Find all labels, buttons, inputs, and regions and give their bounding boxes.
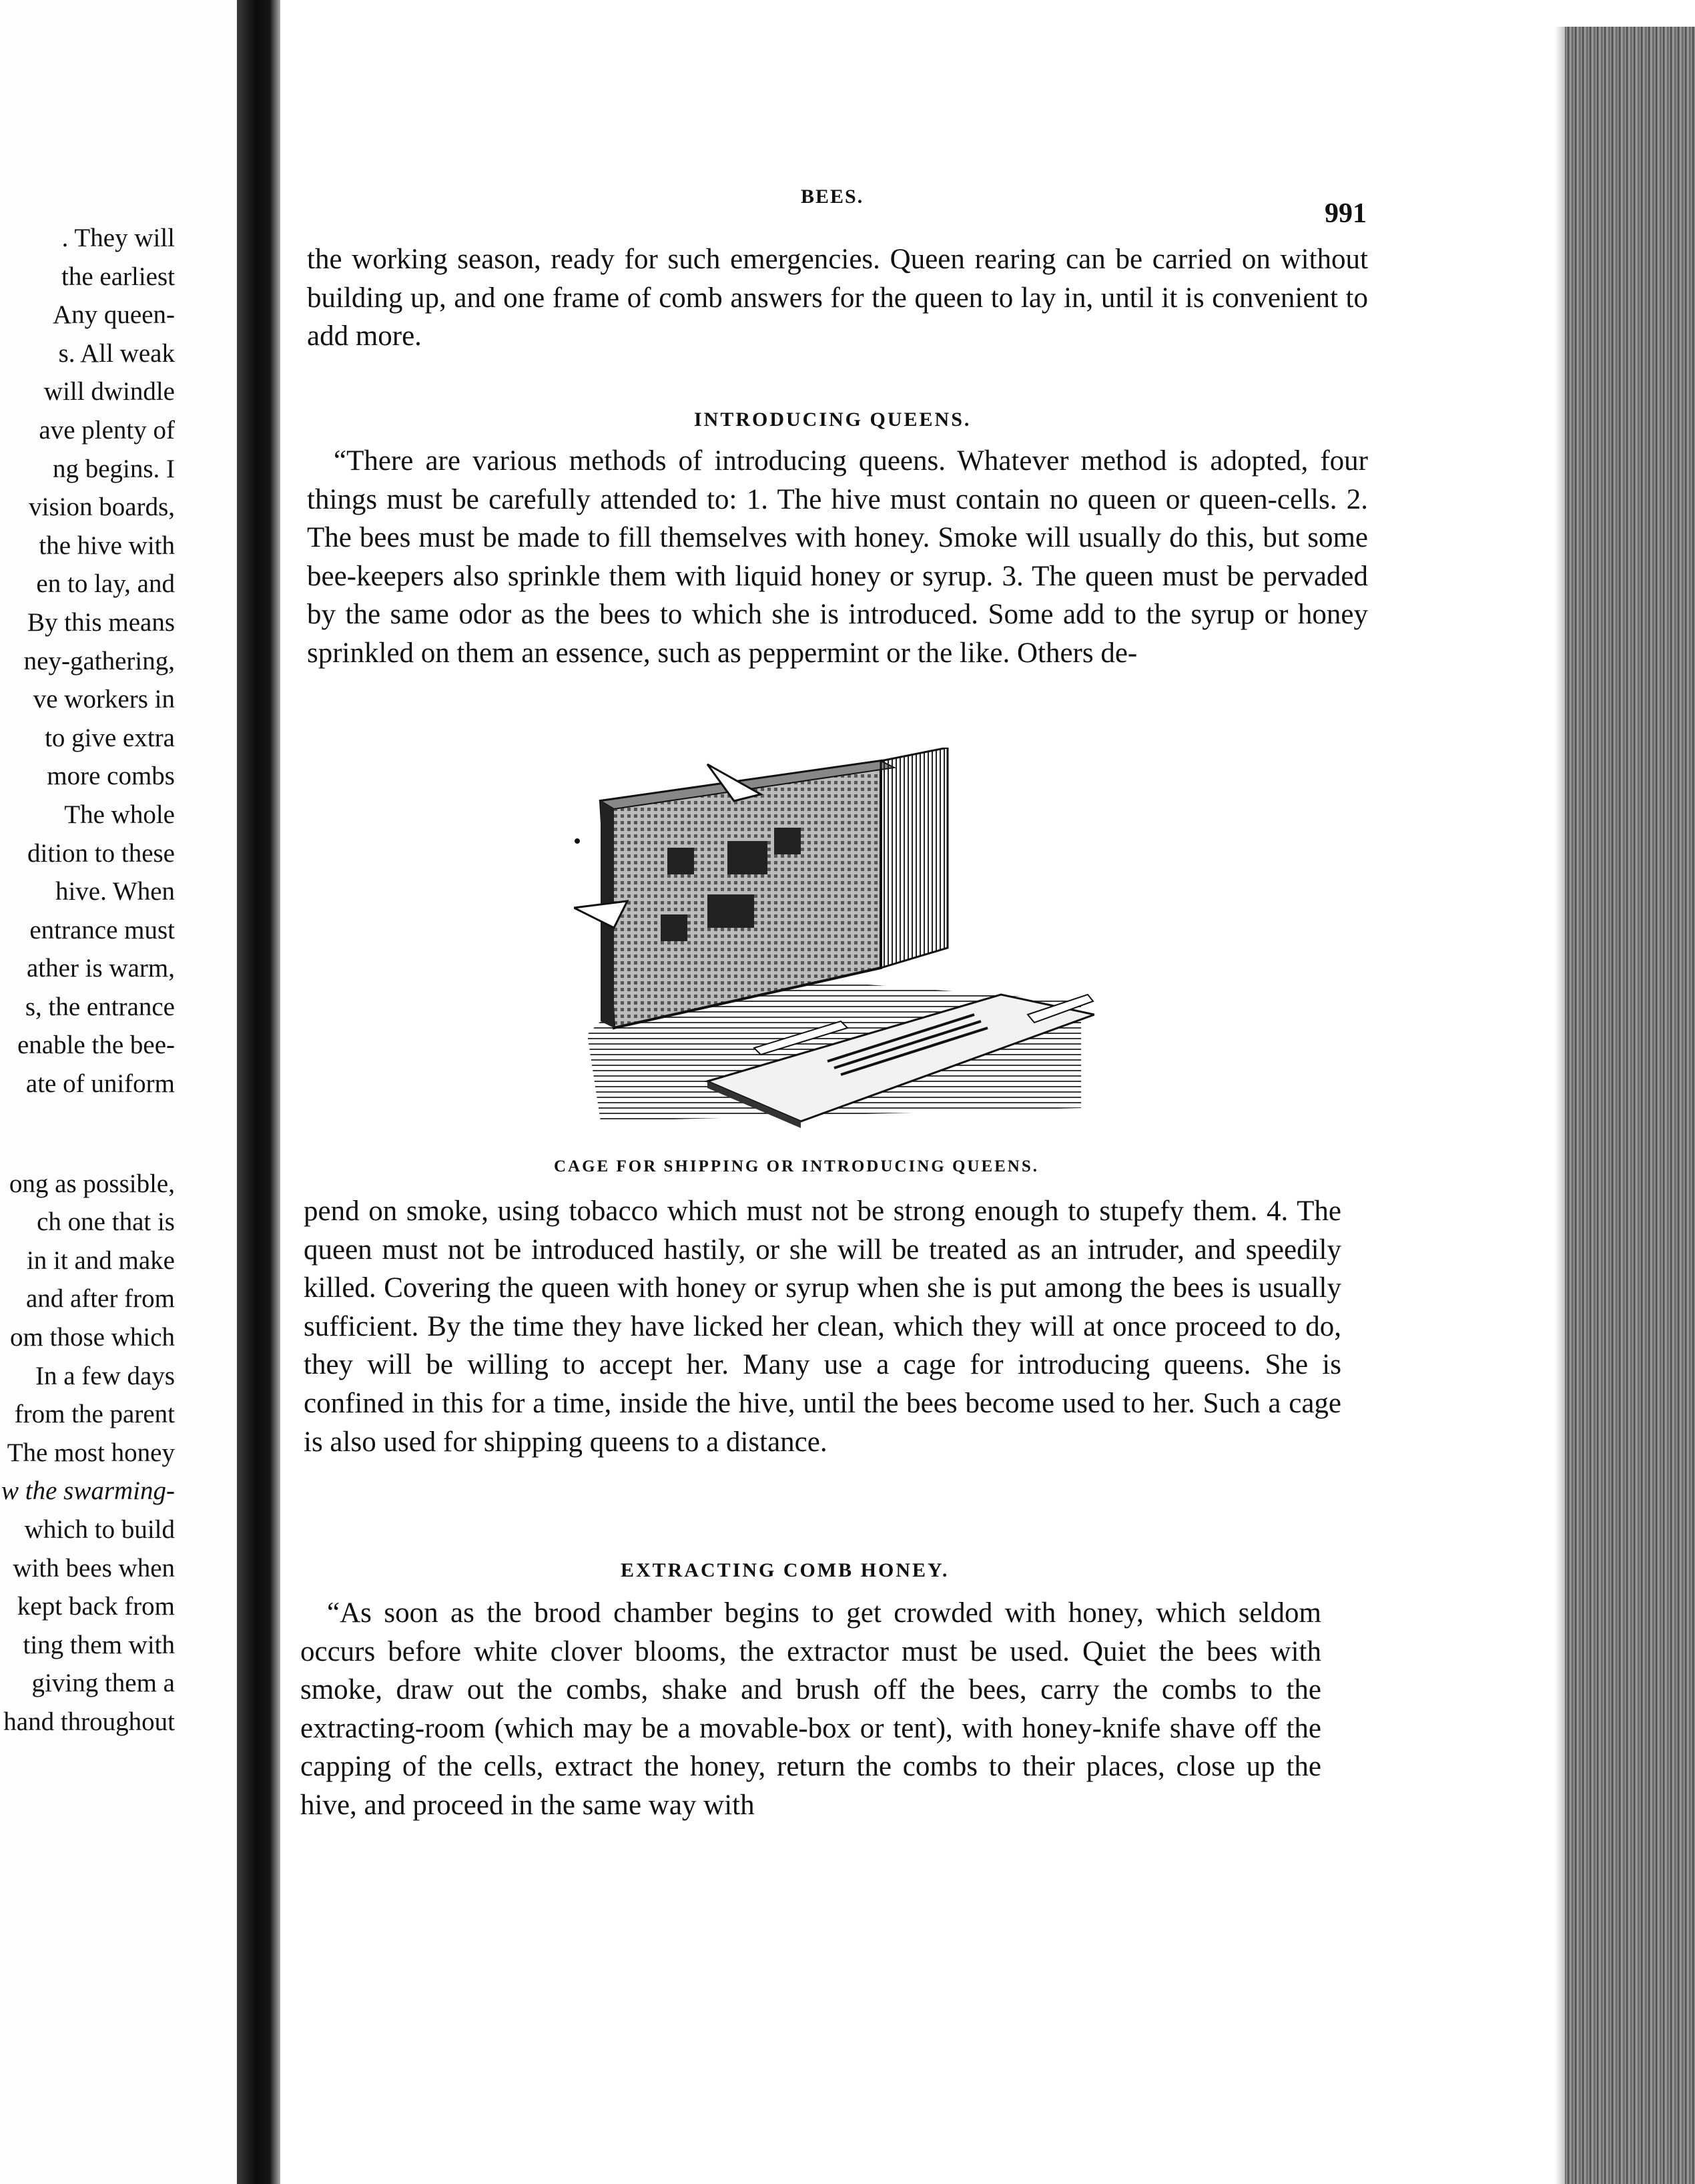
left-page-line: the earliest bbox=[61, 262, 175, 291]
left-page-line: ave plenty of bbox=[39, 415, 175, 445]
left-page-line: s. All weak bbox=[58, 338, 175, 368]
heading-introducing-queens: INTRODUCING QUEENS. bbox=[694, 408, 972, 431]
left-page-line: hand throughout bbox=[3, 1707, 175, 1736]
left-page-line: with bees when bbox=[13, 1553, 175, 1583]
left-page-line: ate of uniform bbox=[25, 1069, 175, 1099]
left-page-line: w the swarming- bbox=[1, 1476, 175, 1506]
paragraph-continued bbox=[304, 1192, 1341, 1461]
left-page-line: By this means bbox=[27, 607, 175, 637]
left-page-line: hive. When bbox=[55, 877, 175, 906]
running-head: BEES. bbox=[801, 186, 864, 208]
left-page-line: from the parent bbox=[14, 1400, 175, 1429]
left-page-line: In a few days bbox=[35, 1361, 175, 1390]
left-page-line: vision boards, bbox=[29, 493, 175, 522]
left-page-line: en to lay, and bbox=[36, 569, 175, 599]
page-edges bbox=[1565, 27, 1695, 2184]
paragraph-continued-text: pend on smoke, using tobacco which must not be strong enough to stupefy them. 4. The queen must not be introduced hastily, or she will be treated as an intruder, and speedily killed. Covering the queen with honey or syrup when she is put among the bees is usually sufficient. By the time they have licked her clean, which they will at once proceed to do, they will be willing to accept her. Many use a cage for introducing queens. She is confined in this for a time, inside the hive, until the bees become used to her. Such a cage is also used for shipping queens to a distance. bbox=[304, 1195, 1341, 1458]
left-page-line: Any queen- bbox=[52, 300, 175, 330]
left-page-text bbox=[0, 219, 175, 1741]
left-page-line: enable the bee- bbox=[17, 1031, 175, 1060]
left-page-line: The whole bbox=[64, 800, 175, 829]
left-page-line: ch one that is bbox=[37, 1207, 175, 1237]
paragraph-extracting-text: “As soon as the brood chamber begins to get crowded with honey, which seldom occurs before white clover blooms, the extractor must be used. Quiet the bees with smoke, draw out the combs, shake and brush off the bees, carry the combs to the extracting-room (which may be a movable-box or tent), with honey-knife shave off the capping of the cells, extract the honey, return the combs to their places, close up the hive, and proceed in the same way with bbox=[300, 1597, 1321, 1821]
left-page-line: ong as possible, bbox=[9, 1169, 175, 1198]
left-page-line: ather is warm, bbox=[26, 954, 175, 983]
paragraph-top bbox=[307, 240, 1368, 356]
left-page-line: The most honey bbox=[7, 1438, 175, 1467]
left-page-line: in it and make bbox=[26, 1246, 175, 1275]
left-page-line: will dwindle bbox=[43, 377, 175, 406]
paragraph-introducing bbox=[307, 442, 1368, 673]
book-gutter bbox=[237, 0, 284, 2184]
left-page-line: om those which bbox=[10, 1323, 175, 1352]
page-number: 991 bbox=[1325, 198, 1367, 229]
left-page-line: ting them with bbox=[23, 1630, 175, 1659]
left-page-line: the hive with bbox=[39, 531, 175, 560]
left-facing-page bbox=[0, 0, 240, 2184]
paragraph-introducing-text: “There are various methods of introducing queens. Whatever method is adopted, four things must be carefully attended to: 1. The hive must contain no queen or queen-cells. 2. The bees must be made to fill themselves with honey. Smoke will usually do this, but some bee-keepers also sprinkle them with liquid honey or syrup. 3. The queen must be pervaded by the same odor as the bees to which she is introduced. Some add to the syrup or honey sprinkled on them an essence, such as peppermint or the like. Others de- bbox=[307, 445, 1368, 669]
left-page-line: ve workers in bbox=[33, 685, 175, 714]
figure-caption: CAGE FOR SHIPPING OR INTRODUCING QUEENS. bbox=[554, 1157, 1040, 1175]
left-page-line: entrance must bbox=[29, 915, 175, 944]
left-page-line: which to build bbox=[24, 1515, 175, 1544]
queen-cage-illustration bbox=[574, 748, 1094, 1135]
left-page-line: ng begins. I bbox=[52, 454, 175, 483]
heading-extracting-comb-honey: EXTRACTING COMB HONEY. bbox=[621, 1559, 950, 1581]
paragraph-top-text: the working season, ready for such emergencies. Queen rearing can be carried on without building up, and one frame of comb answers for the queen to lay in, until it is convenient to add more. bbox=[307, 244, 1368, 352]
left-page-line: and after from bbox=[25, 1284, 175, 1314]
left-page-line: dition to these bbox=[27, 838, 175, 868]
paragraph-extracting bbox=[300, 1594, 1321, 1825]
left-page-line: to give extra bbox=[45, 723, 175, 752]
left-page-line: s, the entrance bbox=[25, 992, 175, 1021]
left-page-line: kept back from bbox=[17, 1592, 175, 1621]
left-page-line: giving them a bbox=[31, 1669, 175, 1698]
left-page-line: ney-gathering, bbox=[23, 646, 175, 675]
left-page-line: . They will bbox=[61, 224, 175, 252]
left-page-line: more combs bbox=[47, 762, 175, 791]
